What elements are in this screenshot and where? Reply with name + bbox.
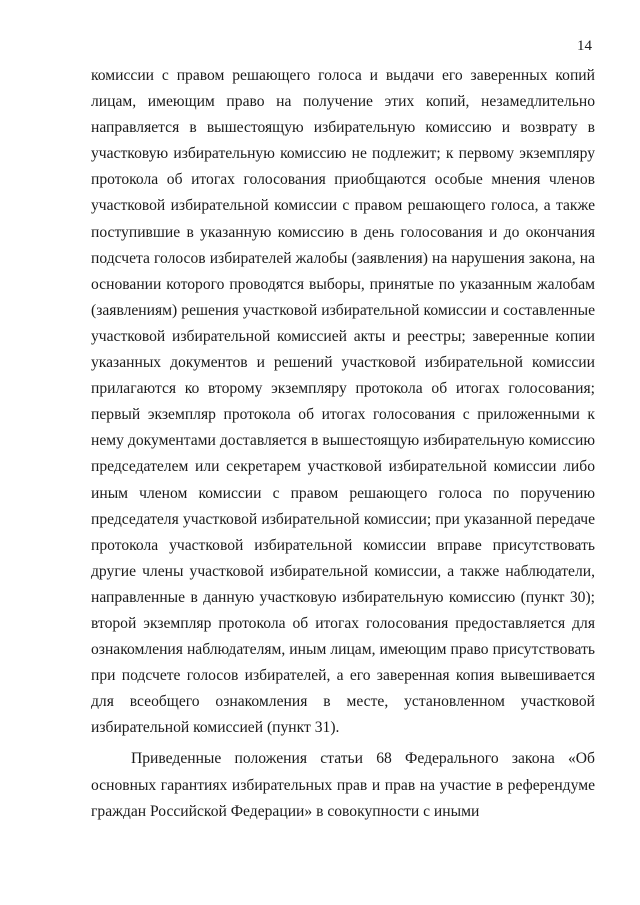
page-number: 14 — [577, 38, 592, 54]
paragraph: Приведенные положения статьи 68 Федерального закона «Об основных гарантиях избирательных прав и прав на участие в референдуме граждан Российской Федерации» в совокупности с иными — [91, 750, 595, 820]
paragraph-continued: комиссии с правом решающего голоса и выдачи его заверенных копий лицам, имеющим право на получение этих копий, незамедлительно направляется в вышестоящую избирательную комиссию и возврату в участковую избирательную комиссию не подлежит; к первому экземпляру протокола об итогах голосования приобщаются особые мнения членов участковой избирательной комиссии с правом решающего голоса, а также поступившие в указанную комиссию в день голосования и до окончания подсчета голосов избирателей жалобы (заявления) на нарушения закона, на основании которого проводятся выборы, принятые по указанным жалобам (заявлениям) решения участковой избирательной комиссии и составленные участковой избирательной комиссией акты и реестры; заверенные копии указанных документов и решений участковой избирательной комиссии прилагаются ко второму экземпляру протокола об итогах голосования; первый экземпляр протокола об итогах голосования с приложенными к нему документами доставляется в вышестоящую избирательную комиссию председателем или секретарем участковой избирательной комиссии либо иным членом комиссии с правом решающего голоса по поручению председателя участковой избирательной комиссии; при указанной передаче протокола участковой избирательной комиссии вправе присутствовать другие члены участковой избирательной комиссии, а также наблюдатели, направленные в данную участковую избирательную комиссию (пункт 30); второй экземпляр протокола об итогах голосования предоставляется для ознакомления наблюдателям, иным лицам, имеющим право присутствовать при подсчете голосов избирателей, а его заверенная копия вывешивается для всеобщего ознакомления в месте, установленном участковой избирательной комиссией (пункт 31). — [91, 67, 595, 737]
document-body — [91, 63, 595, 825]
